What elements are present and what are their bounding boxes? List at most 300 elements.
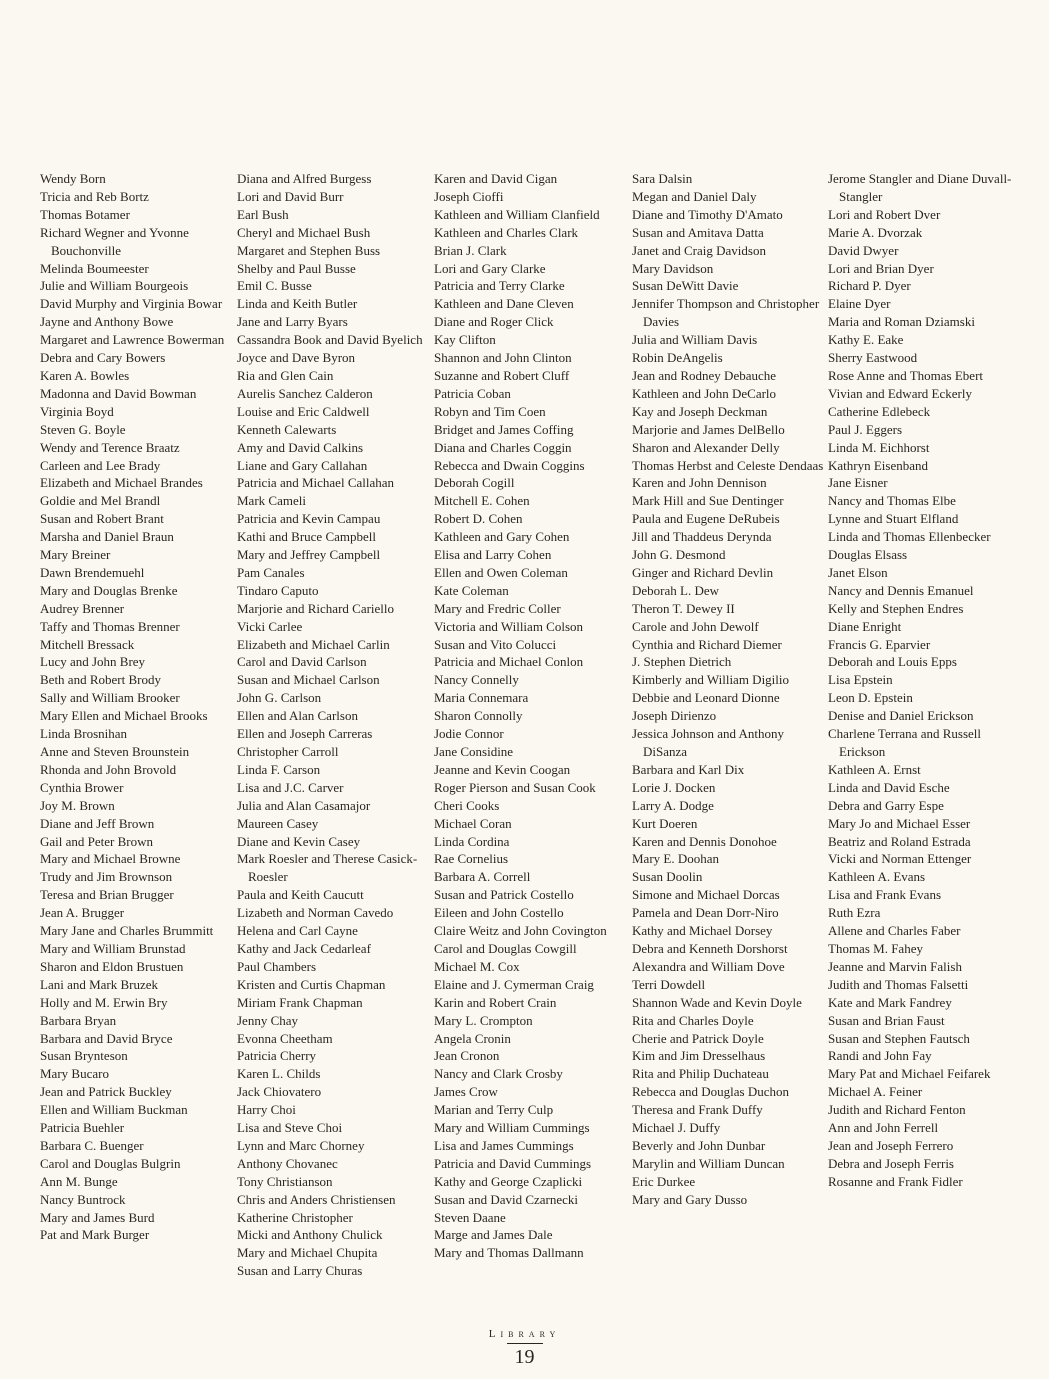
donor-name: Shannon and John Clinton [434,350,572,366]
donor-name: Judith and Richard Fenton [828,1102,966,1118]
donor-name: Goldie and Mel Brandl [40,493,161,509]
donor-name: Patricia and Michael Callahan [237,475,395,491]
donor-name: Cynthia and Richard Diemer [632,636,782,652]
donor-name: Lisa and James Cummings [434,1137,574,1153]
donor-name: Louise and Eric Caldwell [237,403,370,419]
donor-name: Cheryl and Michael Bush [237,224,371,240]
donor-name: Bridget and James Coffing [434,421,574,437]
donor-name: Mary and Fredric Coller [434,600,561,616]
donor-name: Allene and Charles Faber [828,923,961,939]
donor-name: Rebecca and Douglas Duchon [632,1084,790,1100]
donor-name: Lisa and Steve Choi [237,1120,343,1136]
donor-name: Harry Choi [237,1102,296,1118]
donor-name: Alexandra and William Dove [632,958,785,974]
donor-name: Maria Connemara [434,690,529,706]
donor-name: Linda Brosnihan [40,726,128,742]
donor-name: Ellen and Joseph Carreras [237,726,373,742]
donor-name: Michael Coran [434,815,512,831]
donor-name: Kate and Mark Fandrey [828,994,952,1010]
donor-name: Kathy and George Czaplicki [434,1173,583,1189]
donor-name: Kenneth Calewarts [237,421,337,437]
donor-name: Karen L. Childs [237,1066,321,1082]
donor-name: Debra and Joseph Ferris [828,1155,954,1171]
donor-name: Robyn and Tim Coen [434,403,546,419]
footer-divider [507,1343,543,1344]
donor-name: Paula and Eugene DeRubeis [632,511,780,527]
donor-name: Maureen Casey [237,815,319,831]
donor-name: Elaine Dyer [828,296,891,312]
donor-name: Kathleen A. Ernst [828,761,921,777]
donor-name: Mary Pat and Michael Feifarek [828,1066,991,1082]
donor-name: Mary E. Doohan [632,851,720,867]
donor-name: Sally and William Brooker [40,690,180,706]
donor-name: Katherine Christopher [237,1209,353,1225]
donor-name: Francis G. Eparvier [828,636,931,652]
donor-name: Deborah and Louis Epps [828,654,957,670]
donor-name: Lori and Gary Clarke [434,260,546,276]
donor-name: Pat and Mark Burger [40,1227,150,1243]
donor-name: Deborah Cogill [434,475,515,491]
donor-name: Jean and Joseph Ferrero [828,1137,954,1153]
donor-name: Christopher Carroll [237,744,339,759]
donor-name: Lori and Brian Dyer [828,260,934,276]
donor-name: Mary Bucaro [40,1066,109,1082]
donor-name: Beth and Robert Brody [40,672,161,688]
donor-name: Linda and Keith Butler [237,296,358,312]
donor-name: Terri Dowdell [632,976,706,992]
donor-name: Kathleen A. Evans [828,869,926,885]
donor-name: John G. Carlson [237,690,322,706]
donor-name: Patricia and David Cummings [434,1155,592,1171]
donor-name: Jean A. Brugger [40,905,125,921]
donor-name: Mary and Michael Browne [40,851,181,867]
donor-name: Sara Dalsin [632,171,693,186]
donor-name: Susan Doolin [632,869,703,885]
donor-name: James Crow [434,1084,498,1100]
donor-name: Richard Wegner and Yvonne Bouchonville [40,224,189,258]
donor-name: Lizabeth and Norman Cavedo [237,905,394,921]
donor-name: Sharon and Eldon Brustuen [40,958,184,974]
donor-name: Mark Roesler and Therese Casick-Roesler [237,851,418,885]
donor-name: Kimberly and William Digilio [632,672,790,688]
donor-name: Nancy Buntrock [40,1191,126,1207]
donor-name: Marsha and Daniel Braun [40,529,174,545]
donor-name: Jeanne and Marvin Falish [828,958,962,974]
donor-name: Aurelis Sanchez Calderon [237,385,373,401]
donor-name: Roger Pierson and Susan Cook [434,779,596,795]
donor-name: Rae Cornelius [434,851,509,867]
donor-name: Joseph Dirienzo [632,708,717,724]
donor-name: Diane Enright [828,618,902,634]
donor-name: Mark Cameli [237,493,306,509]
donor-name: Jane Eisner [828,475,888,491]
donor-name: Liane and Gary Callahan [237,457,368,473]
donor-name: Elizabeth and Michael Carlin [237,636,390,652]
donor-name: Julia and Alan Casamajor [237,797,371,813]
donor-name: Thomas M. Fahey [828,940,923,956]
donor-name: Mary Davidson [632,260,714,276]
donor-name: Elisa and Larry Cohen [434,547,552,563]
donor-name: Diane and Timothy D'Amato [632,206,783,222]
donor-name: Catherine Edlebeck [828,403,931,419]
donor-name: Nancy and Thomas Elbe [828,493,956,509]
donor-name: Victoria and William Colson [434,618,584,634]
donor-name: J. Stephen Dietrich [632,654,732,670]
donor-name: Kay Clifton [434,332,496,348]
donor-name: Deborah L. Dew [632,582,719,598]
donor-name: Angela Cronin [434,1030,511,1046]
donor-name: Susan and Robert Brant [40,511,164,527]
donor-name: Mary Ellen and Michael Brooks [40,708,208,724]
donor-name: Robert D. Cohen [434,511,523,527]
donor-name: Ann M. Bunge [40,1173,118,1189]
donor-name: Ann and John Ferrell [828,1120,939,1136]
donor-name: Elizabeth and Michael Brandes [40,475,203,491]
donor-name: Charlene Terrana and Russell Erickson [828,726,981,759]
donor-name: Beverly and John Dunbar [632,1137,766,1153]
donor-name: Douglas Elsass [828,547,908,563]
donor-name: Leon D. Epstein [828,690,913,706]
donor-name: Mary and Gary Dusso [632,1191,748,1207]
donor-name: Linda Cordina [434,833,510,849]
donor-name: Carol and David Carlson [237,654,367,670]
donor-name: Kate Coleman [434,582,509,598]
donor-column-5 [828,170,1020,1191]
donor-name: Karen and Dennis Donohoe [632,833,777,849]
donor-column-4 [632,170,824,1209]
donor-name: Sharon and Alexander Delly [632,439,780,455]
donor-name: Mary and Jeffrey Campbell [237,547,381,563]
donor-name: Mary L. Crompton [434,1012,533,1028]
donor-name: Jane Considine [434,744,514,759]
donor-name: Linda and David Esche [828,779,950,795]
donor-name: Tony Christianson [237,1173,333,1189]
donor-name: Kathy and Jack Cedarleaf [237,940,371,956]
donor-name: Rebecca and Dwain Coggins [434,457,585,473]
donor-name: Patricia and Kevin Campau [237,511,381,527]
donor-name: Mitchell E. Cohen [434,493,530,509]
donor-name: Thomas Herbst and Celeste Dendaas [632,457,824,473]
donor-name: Mary Breiner [40,547,111,563]
donor-name: Michael J. Duffy [632,1120,721,1136]
donor-name: Rhonda and John Brovold [40,761,177,777]
donor-name: Jessica Johnson and Anthony DiSanza [632,726,785,759]
donor-name: Larry A. Dodge [632,797,714,813]
donor-name: Lynne and Stuart Elfland [828,511,959,527]
donor-name: Patricia Cherry [237,1048,317,1064]
donor-name: Lani and Mark Bruzek [40,976,159,992]
donor-name: Shannon Wade and Kevin Doyle [632,994,802,1010]
donor-name: Eric Durkee [632,1173,696,1189]
donor-name: Kathy and Michael Dorsey [632,923,773,939]
donor-name: Susan and Vito Colucci [434,636,557,652]
donor-name: Gail and Peter Brown [40,833,154,849]
donor-name: Teresa and Brian Brugger [40,887,174,903]
donor-name: Taffy and Thomas Brenner [40,618,180,634]
donor-name: Pam Canales [237,564,305,580]
donor-name: Jenny Chay [237,1012,299,1028]
donor-name: Emil C. Busse [237,278,312,294]
donor-name: Sharon Connolly [434,708,523,724]
donor-name: Kathleen and Charles Clark [434,224,579,240]
donor-name: Sherry Eastwood [828,350,918,366]
donor-name: Brian J. Clark [434,242,507,258]
donor-name: Megan and Daniel Daly [632,188,757,204]
page-footer [0,1328,1049,1368]
donor-name: Pamela and Dean Dorr-Niro [632,905,779,921]
donor-name: Marylin and William Duncan [632,1155,785,1171]
donor-name: Patricia and Michael Conlon [434,654,584,670]
donor-name: Carole and John Dewolf [632,618,759,634]
donor-name: Helena and Carl Cayne [237,923,358,939]
donor-name: Theresa and Frank Duffy [632,1102,763,1118]
donor-name: Kathleen and Gary Cohen [434,529,570,545]
donor-name: Marie A. Dvorzak [828,224,923,240]
donor-name: Karen and John Dennison [632,475,767,491]
donor-name: Ellen and Owen Coleman [434,564,568,580]
donor-name: Vicki and Norman Ettenger [828,851,972,867]
donor-name: Paul J. Eggers [828,421,903,437]
donor-column-1 [40,170,232,1244]
donor-name: Barbara and David Bryce [40,1030,173,1046]
donor-name: Jennifer Thompson and Christopher Davies [632,296,820,330]
donor-name: Trudy and Jim Brownson [40,869,173,885]
donor-name: Paula and Keith Caucutt [237,887,364,903]
donor-name: Simone and Michael Dorcas [632,887,780,903]
donor-name: Julie and William Bourgeois [40,278,189,294]
donor-name: Barbara A. Correll [434,869,531,885]
donor-column-2 [237,170,429,1280]
donor-name: Wendy Born [40,171,106,186]
donor-name: Maria and Roman Dziamski [828,314,975,330]
donor-name: Vivian and Edward Eckerly [828,385,972,401]
donor-name: Tricia and Reb Bortz [40,188,149,204]
donor-name: Kathleen and William Clanfield [434,206,600,222]
donor-name: Jill and Thaddeus Derynda [632,529,772,545]
donor-name: Marjorie and James DelBello [632,421,785,437]
donor-name: John G. Desmond [632,547,726,563]
donor-name: Kim and Jim Dresselhaus [632,1048,766,1064]
donor-name: Susan and Michael Carlson [237,672,380,688]
donor-name: Holly and M. Erwin Bry [40,994,168,1010]
donor-name: Michael M. Cox [434,958,520,974]
donor-name: Nancy and Dennis Emanuel [828,582,974,598]
donor-name: Mary and Douglas Brenke [40,582,178,598]
donor-name: Julia and William Davis [632,332,758,348]
donor-name: Patricia Coban [434,385,511,401]
donor-name: Mary and Thomas Dallmann [434,1245,584,1261]
donor-name: Diane and Jeff Brown [40,815,155,831]
donor-name: Diane and Roger Click [434,314,554,330]
donor-name: Madonna and David Bowman [40,385,197,401]
donor-name: Mary and William Brunstad [40,940,186,956]
donor-name: Dawn Brendemuehl [40,564,145,580]
donor-name: Margaret and Lawrence Bowerman [40,332,225,348]
donor-name: Rita and Charles Doyle [632,1012,754,1028]
donor-name: Janet Elson [828,564,888,580]
donor-name: Jean and Rodney Debauche [632,367,777,383]
donor-name: Melinda Boumeester [40,260,149,276]
donor-name: Jodie Connor [434,726,504,742]
donor-name: Michael A. Feiner [828,1084,923,1100]
donor-name: Joyce and Dave Byron [237,350,356,366]
donor-name: Cheri Cooks [434,797,500,813]
donor-name: Jean Cronon [434,1048,500,1064]
donor-name: Lisa and J.C. Carver [237,779,344,795]
donor-name: Marjorie and Richard Cariello [237,600,395,616]
donor-name: Ria and Glen Cain [237,367,334,383]
donor-name: Evonna Cheetham [237,1030,333,1046]
donor-name: Jayne and Anthony Bowe [40,314,174,330]
donor-name: Susan and Brian Faust [828,1012,945,1028]
donor-name: Suzanne and Robert Cluff [434,367,570,383]
donor-name: Virginia Boyd [40,403,114,419]
donor-name: Mark Hill and Sue Dentinger [632,493,784,509]
donor-name: Mary Jane and Charles Brummitt [40,923,214,939]
donor-name: Kathryn Eisenband [828,457,929,473]
donor-name: Paul Chambers [237,958,317,974]
donor-name: Kelly and Stephen Endres [828,600,964,616]
page-number: 19 [514,1346,535,1368]
donor-name: Chris and Anders Christiensen [237,1191,396,1207]
donor-name: Kay and Joseph Deckman [632,403,768,419]
donor-name: Susan and Stephen Fautsch [828,1030,970,1046]
donor-name: Kristen and Curtis Chapman [237,976,386,992]
donor-name: Ruth Ezra [828,905,881,921]
donor-name: Lynn and Marc Chorney [237,1137,365,1153]
donor-name: Rose Anne and Thomas Ebert [828,367,984,383]
donor-name: Linda M. Eichhorst [828,439,930,455]
donor-name: Cassandra Book and David Byelich [237,332,423,348]
donor-name: Micki and Anthony Chulick [237,1227,383,1243]
donor-name: Mary Jo and Michael Esser [828,815,971,831]
donor-name: Eileen and John Costello [434,905,564,921]
donor-name: Susan and Patrick Costello [434,887,574,903]
donor-name: Amy and David Calkins [237,439,364,455]
donor-name: Mary and Michael Chupita [237,1245,378,1261]
donor-name: Judith and Thomas Falsetti [828,976,969,992]
donor-name: Mitchell Bressack [40,636,135,652]
donor-name: Vicki Carlee [237,618,303,634]
donor-name: Debra and Cary Bowers [40,350,166,366]
donor-name: Linda F. Carson [237,761,321,777]
donor-name: Ellen and William Buckman [40,1102,188,1118]
donor-name: Jane and Larry Byars [237,314,348,330]
donor-name: Marian and Terry Culp [434,1102,554,1118]
donor-name: Anthony Chovanec [237,1155,338,1171]
donor-name: Susan and Larry Churas [237,1263,363,1279]
donor-name: Richard P. Dyer [828,278,911,294]
donor-name: Lisa and Frank Evans [828,887,942,903]
donor-name: Audrey Brenner [40,600,125,616]
donor-name: Jeanne and Kevin Coogan [434,761,571,777]
donor-name: Robin DeAngelis [632,350,723,366]
donor-name: Debbie and Leonard Dionne [632,690,780,706]
donor-name: Steven G. Boyle [40,421,126,437]
donor-name: Diane and Kevin Casey [237,833,361,849]
donor-name: Marge and James Dale [434,1227,553,1243]
donor-name: Carol and Douglas Bulgrin [40,1155,181,1171]
donor-name: Lucy and John Brey [40,654,146,670]
donor-name: Tindaro Caputo [237,582,319,598]
donor-name: Karen and David Cigan [434,171,558,186]
donor-name: Joseph Cioffi [434,188,504,204]
donor-name: Claire Weitz and John Covington [434,923,607,939]
donor-name: Randi and John Fay [828,1048,932,1064]
donor-name: Lori and David Burr [237,188,344,204]
donor-name: Mary and William Cummings [434,1120,590,1136]
donor-name: Diana and Charles Coggin [434,439,572,455]
donor-name: Patricia and Terry Clarke [434,278,565,294]
donor-name: Elaine and J. Cymerman Craig [434,976,594,992]
donor-name: Rita and Philip Duchateau [632,1066,769,1082]
donor-name: Jack Chiovatero [237,1084,322,1100]
donor-name: Lisa Epstein [828,672,893,688]
donor-name: Nancy Connelly [434,672,519,688]
donor-name: Anne and Steven Brounstein [40,744,190,759]
donor-name: Linda and Thomas Ellenbecker [828,529,991,545]
donor-name: Lori and Robert Dver [828,206,941,222]
donor-name: Carleen and Lee Brady [40,457,161,473]
donor-column-3 [434,170,626,1262]
donor-name: Diana and Alfred Burgess [237,171,372,186]
donor-name: Theron T. Dewey II [632,600,735,616]
donor-name: Rosanne and Frank Fidler [828,1173,963,1189]
donor-name: Wendy and Terence Braatz [40,439,180,455]
donor-name: Susan and Amitava Datta [632,224,764,240]
donor-name: Joy M. Brown [40,797,115,813]
donor-name: Patricia Buehler [40,1120,125,1136]
donor-name: Kathleen and Dane Cleven [434,296,574,312]
donor-name: Earl Bush [237,206,289,222]
donor-name: Ellen and Alan Carlson [237,708,358,724]
donor-name: Shelby and Paul Busse [237,260,356,276]
section-label: Library [488,1328,561,1340]
donor-name: Susan DeWitt Davie [632,278,739,294]
donor-name: Lorie J. Docken [632,779,716,795]
donor-name: Carol and Douglas Cowgill [434,940,577,956]
donor-name: Beatriz and Roland Estrada [828,833,971,849]
donor-name: David Dwyer [828,242,899,258]
donor-name: David Murphy and Virginia Bowar [40,296,223,312]
donor-name: Mary and James Burd [40,1209,155,1225]
donor-name: Susan Brynteson [40,1048,128,1064]
donor-name: Kurt Doeren [632,815,698,831]
donor-name: Kathleen and John DeCarlo [632,385,777,401]
donor-name: Karin and Robert Crain [434,994,557,1010]
donor-name: Denise and Daniel Erickson [828,708,974,724]
donor-name: Steven Daane [434,1209,506,1225]
donor-name: Cynthia Brower [40,779,124,795]
donor-name: Margaret and Stephen Buss [237,242,381,258]
donor-name: Kathi and Bruce Campbell [237,529,376,545]
donor-name: Cherie and Patrick Doyle [632,1030,764,1046]
donor-name: Ginger and Richard Devlin [632,564,774,580]
donor-name: Jerome Stangler and Diane Duvall-Stangler [828,171,1012,204]
donor-name: Jean and Patrick Buckley [40,1084,172,1100]
donor-list [40,170,1020,1310]
donor-name: Karen A. Bowles [40,367,130,383]
donor-name: Barbara Bryan [40,1012,117,1028]
donor-name: Debra and Garry Espe [828,797,944,813]
donor-name: Barbara C. Buenger [40,1137,144,1153]
donor-name: Nancy and Clark Crosby [434,1066,563,1082]
donor-name: Miriam Frank Chapman [237,994,363,1010]
donor-name: Debra and Kenneth Dorshorst [632,940,788,956]
donor-name: Kathy E. Eake [828,332,904,348]
donor-name: Susan and David Czarnecki [434,1191,579,1207]
donor-name: Barbara and Karl Dix [632,761,745,777]
